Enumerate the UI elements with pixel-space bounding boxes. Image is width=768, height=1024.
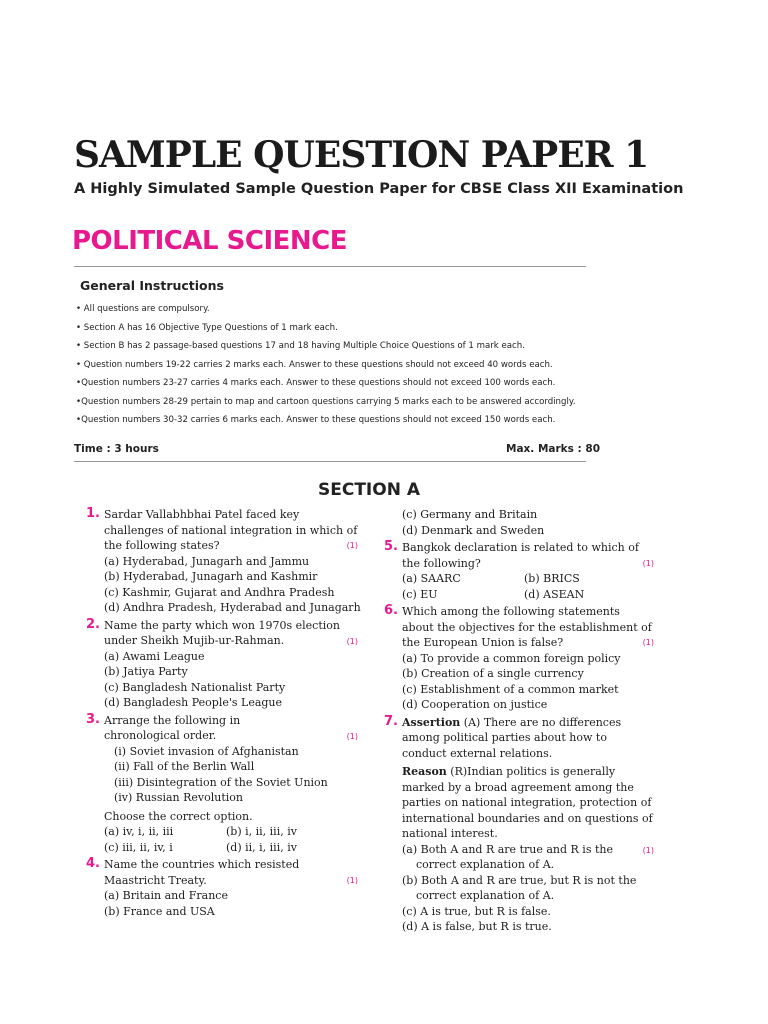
- question-mark: (1): [642, 845, 654, 855]
- paper-subtitle: A Highly Simulated Sample Question Paper for CBSE Class XII Examination: [74, 181, 684, 197]
- instruction-item: • Question numbers 19-22 carries 2 marks each. Answer to these questions should not exceed 40 words each.: [76, 359, 553, 370]
- instructions-heading: General Instructions: [80, 278, 224, 293]
- divider-bottom: [74, 461, 586, 462]
- instruction-item: • All questions are compulsory.: [76, 304, 210, 314]
- question-4: [86, 857, 358, 919]
- question-text: Sardar Vallabhbhai Patel faced key challenges of national integration in which of the following states?: [104, 508, 358, 552]
- option: (c) Germany and Britain: [402, 508, 538, 521]
- list-item: (iv) Russian Revolution: [114, 791, 244, 804]
- assertion-text: [402, 715, 654, 762]
- time-label: Time : 3 hours: [74, 443, 159, 455]
- question-number: 2.: [86, 616, 100, 632]
- option: (d) Cooperation on justice: [402, 698, 548, 711]
- question-number: 4.: [86, 856, 100, 871]
- instruction-item: • Section A has 16 Objective Type Questions of 1 mark each.: [76, 322, 338, 333]
- right-column: [384, 507, 654, 935]
- options-grid: [104, 824, 358, 855]
- option: (b) France and USA: [104, 904, 215, 918]
- option: (d) A is false, but R is true.: [402, 920, 552, 933]
- left-column: [86, 506, 361, 919]
- question-text: Arrange the following in chronological order.: [104, 713, 241, 742]
- question-number: 7.: [384, 713, 398, 729]
- list-item: (ii) Fall of the Berlin Wall: [114, 760, 255, 773]
- question-prompt: Choose the correct option.: [104, 809, 253, 823]
- question-text: Bangkok declaration is related to which of the following?: [402, 541, 639, 570]
- option: (c) A is true, but R is false.: [402, 904, 551, 918]
- option: (d) Andhra Pradesh, Hyderabad and Junagarh: [104, 601, 361, 614]
- assertion-label: Assertion: [402, 715, 461, 729]
- option: (a) Britain and France: [104, 889, 228, 902]
- paper-title: SAMPLE QUESTION PAPER 1: [74, 134, 649, 176]
- question-7: [384, 715, 654, 935]
- reason-body: (R)Indian politics is generally marked by a broad agreement among the parties on national integration, protection of international boundaries and on questions of national interest.: [402, 765, 653, 840]
- question-1: [86, 506, 361, 616]
- instruction-item: •Question numbers 30-32 carries 6 marks each. Answer to these questions should not exceed 150 words each.: [76, 415, 556, 425]
- question-number: 6.: [384, 603, 398, 618]
- option: (a) Awami League: [104, 649, 205, 663]
- question-number: 1.: [86, 506, 100, 521]
- question-number: 5.: [384, 539, 398, 554]
- option: (b) BRICS: [524, 572, 580, 585]
- option: (c) Bangladesh Nationalist Party: [104, 680, 286, 694]
- question-mark: (1): [642, 559, 654, 568]
- option: (d) ASEAN: [524, 587, 585, 601]
- question-number: 3.: [86, 711, 100, 727]
- question-mark: (1): [346, 731, 358, 741]
- list-item: (i) Soviet invasion of Afghanistan: [114, 744, 299, 758]
- option: (c) EU: [402, 587, 438, 601]
- option: (a) Hyderabad, Junagarh and Jammu: [104, 554, 310, 568]
- instructions-list: [76, 302, 575, 432]
- option: (b) Creation of a single currency: [402, 667, 584, 680]
- option: (c) Kashmir, Gujarat and Andhra Pradesh: [104, 585, 335, 599]
- option: (c) Establishment of a common market: [402, 682, 619, 696]
- subject-heading: POLITICAL SCIENCE: [72, 226, 347, 256]
- section-title: SECTION A: [318, 480, 421, 500]
- option: (a) Both A and R are true and R is the correct explanation of A.: [402, 842, 613, 871]
- reason-text: [402, 764, 654, 842]
- option: (a) SAARC: [402, 572, 461, 585]
- question-mark: (1): [346, 636, 358, 646]
- question-mark: (1): [642, 638, 654, 647]
- option: (b) Both A and R are true, but R is not the correct explanation of A.: [402, 873, 637, 902]
- question-4-continued: [384, 507, 654, 538]
- question-text: Name the party which won 1970s election under Sheikh Mujib-ur-Rahman.: [104, 618, 340, 647]
- divider-top: [74, 266, 586, 267]
- option: (d) Bangladesh People's League: [104, 696, 283, 709]
- question-6: [384, 604, 654, 713]
- question-mark: (1): [346, 541, 358, 550]
- question-3: [86, 713, 358, 856]
- instruction-item: •Question numbers 23-27 carries 4 marks each. Answer to these questions should not exceed 100 words each.: [76, 378, 556, 388]
- instruction-item: •Question numbers 28-29 pertain to map and cartoon questions carrying 5 marks each to be answered accordingly.: [76, 396, 576, 407]
- question-mark: (1): [346, 876, 358, 885]
- question-2: [86, 618, 358, 711]
- option: (d) ii, i, iii, iv: [226, 840, 297, 854]
- question-5: [384, 540, 654, 602]
- option: (a) To provide a common foreign policy: [402, 651, 621, 665]
- instruction-item: • Section B has 2 passage-based questions 17 and 18 having Multiple Choice Questions of 1 mark each.: [76, 341, 525, 351]
- option: (b) Hyderabad, Junagarh and Kashmir: [104, 570, 318, 583]
- option: (a) iv, i, ii, iii: [104, 825, 174, 838]
- option: (d) Denmark and Sweden: [402, 523, 545, 537]
- question-text: Which among the following statements about the objectives for the establishment of the European Union is false?: [402, 605, 652, 649]
- max-marks-label: Max. Marks : 80: [506, 443, 601, 455]
- list-item: (iii) Disintegration of the Soviet Union: [114, 775, 328, 789]
- option: (b) Jatiya Party: [104, 665, 188, 678]
- question-text: Name the countries which resisted Maastricht Treaty.: [104, 858, 300, 887]
- options-grid: [402, 571, 654, 602]
- reason-label: Reason: [402, 765, 447, 778]
- option: (c) iii, ii, iv, i: [104, 840, 173, 854]
- option: (b) i, ii, iii, iv: [226, 825, 297, 838]
- assertion-body: (A) There are no differences among political parties about how to conduct external relations.: [402, 715, 622, 760]
